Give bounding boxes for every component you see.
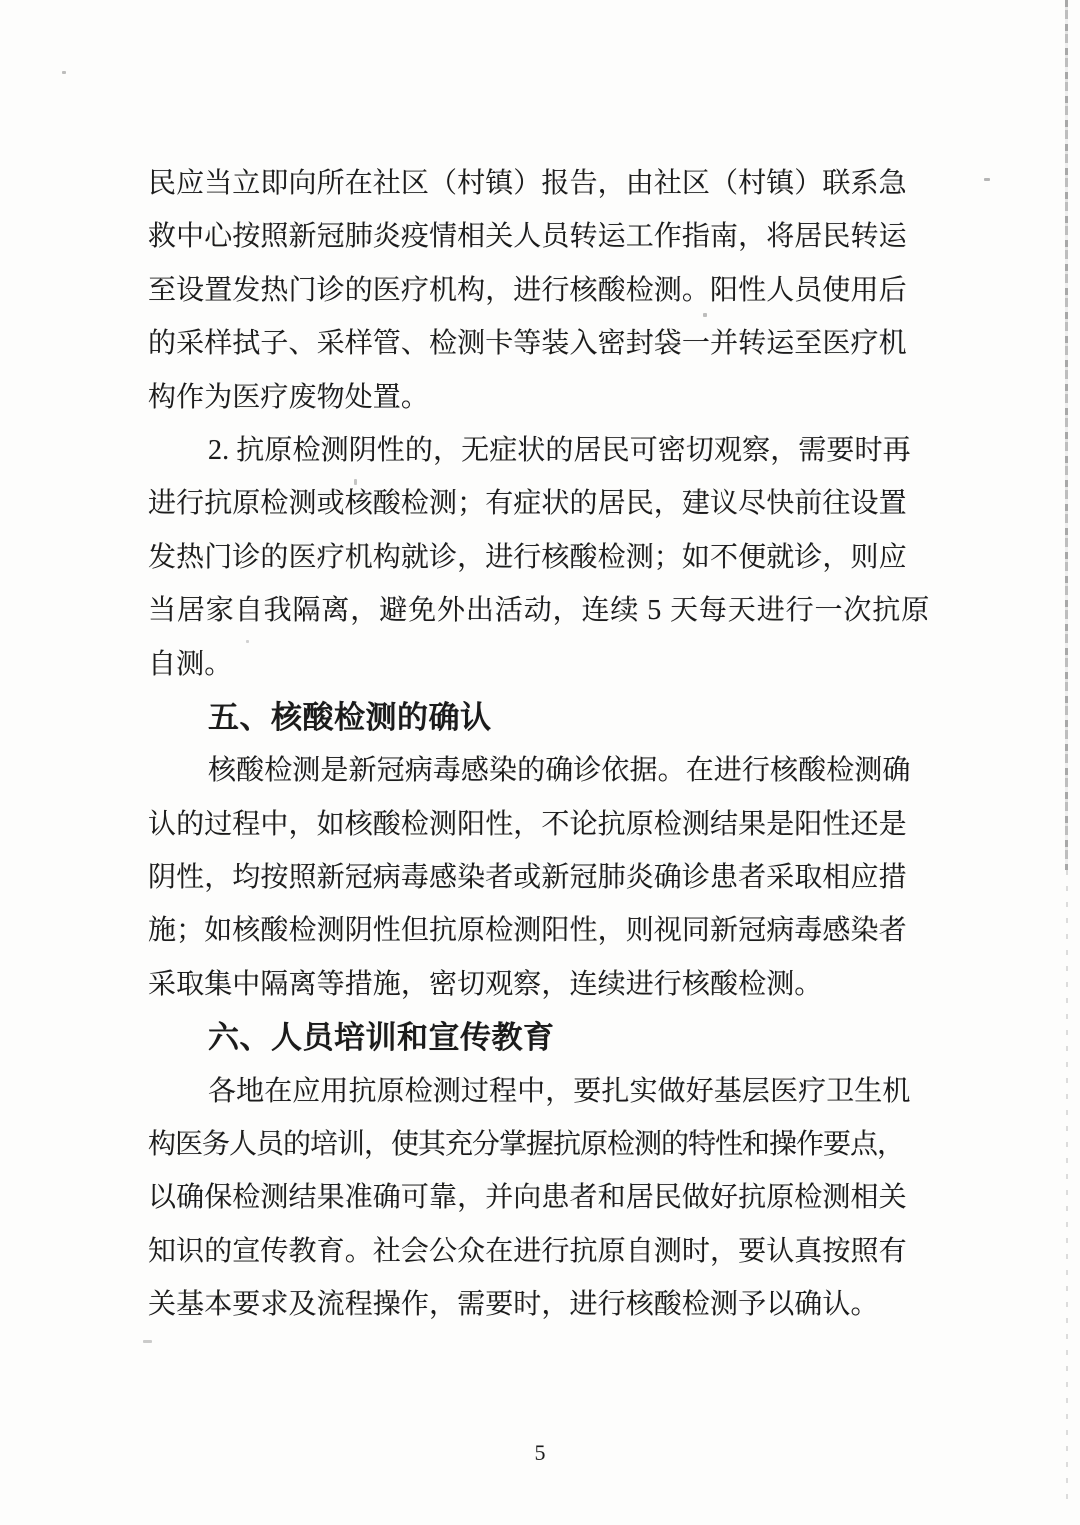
- scan-artifact-vertical-line-faded: [1066, 870, 1068, 1510]
- scan-speck: [143, 1340, 152, 1343]
- section-heading: 五、核酸检测的确认: [208, 699, 492, 735]
- body-line: 的采样拭子、采样管、检测卡等装入密封袋一并转运至医疗机: [148, 328, 907, 360]
- body-line: 进行抗原检测或核酸检测；有症状的居民，建议尽快前往设置: [148, 488, 907, 520]
- scan-speck: [984, 178, 990, 181]
- body-line: 构医务人员的培训，使其充分掌握抗原检测的特性和操作要点，: [148, 1129, 905, 1161]
- scan-speck: [62, 71, 66, 74]
- body-line: 关基本要求及流程操作，需要时，进行核酸检测予以确认。: [148, 1289, 879, 1321]
- body-line: 当居家自我隔离，避免外出活动，连续 5 天每天进行一次抗原: [148, 595, 931, 627]
- body-line: 知识的宣传教育。社会公众在进行抗原自测时，要认真按照有: [148, 1235, 907, 1267]
- body-line: 施；如核酸检测阴性但抗原检测阳性，则视同新冠病毒感染者: [148, 915, 907, 947]
- body-line: 构作为医疗废物处置。: [148, 381, 430, 413]
- body-line: 采取集中隔离等措施，密切观察，连续进行核酸检测。: [148, 968, 823, 1000]
- body-line: 以确保检测结果准确可靠，并向患者和居民做好抗原检测相关: [148, 1182, 907, 1214]
- body-line: 自测。: [148, 648, 233, 680]
- body-line: 认的过程中，如核酸检测阳性，不论抗原检测结果是阳性还是: [148, 808, 907, 840]
- section-heading: 六、人员培训和宣传教育: [208, 1020, 555, 1056]
- body-line: 至设置发热门诊的医疗机构，进行核酸检测。阳性人员使用后: [148, 274, 907, 306]
- body-line: 2. 抗原检测阴性的，无症状的居民可密切观察，需要时再: [208, 434, 911, 466]
- body-line: 救中心按照新冠肺炎疫情相关人员转运工作指南，将居民转运: [148, 221, 907, 253]
- body-line: 核酸检测是新冠病毒感染的确诊依据。在进行核酸检测确: [208, 755, 911, 787]
- scan-artifact-vertical-line: [1065, 0, 1068, 870]
- page-number: 5: [534, 1440, 546, 1465]
- body-line: 阴性，均按照新冠病毒感染者或新冠肺炎确诊患者采取相应措: [148, 862, 907, 894]
- text-block: [148, 157, 931, 1332]
- body-line: 各地在应用抗原检测过程中，要扎实做好基层医疗卫生机: [208, 1075, 911, 1107]
- body-line: 民应当立即向所在社区（村镇）报告，由社区（村镇）联系急: [148, 168, 907, 199]
- body-line: 发热门诊的医疗机构就诊，进行核酸检测；如不便就诊，则应: [148, 541, 907, 573]
